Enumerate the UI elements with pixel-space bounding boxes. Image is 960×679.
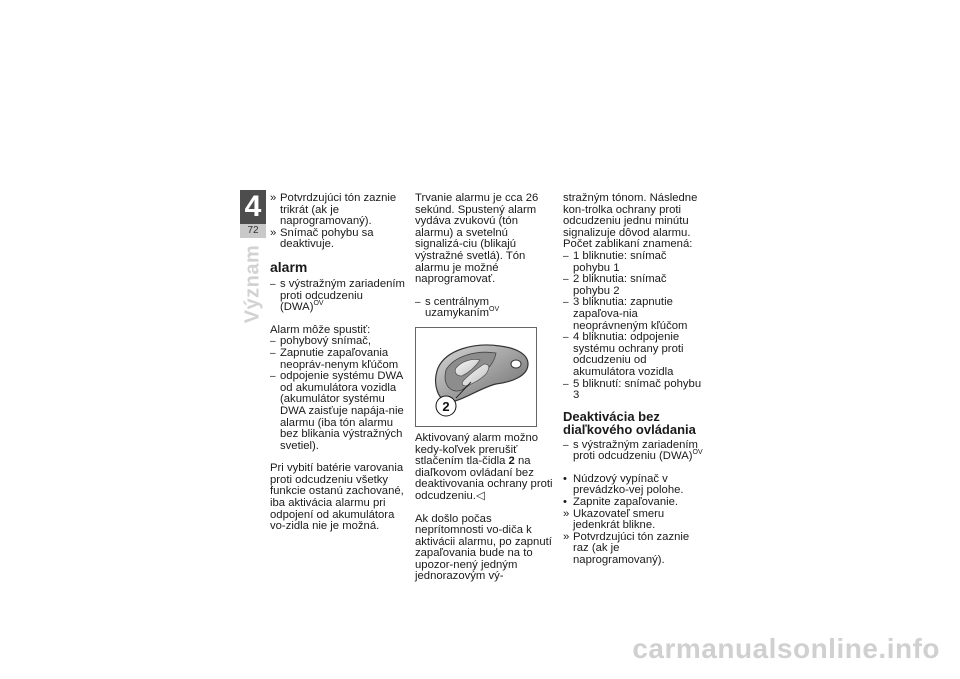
- result-text: Ukazovateľ smeru jedenkrát blikne.: [573, 507, 665, 532]
- trigger-text: odpojenie systému DWA od akumulátora vozidla (akumulátor systému DWA zaisťuje napája-nie alarmu (iba tón alarmu bez blikania výstražných svetiel).: [280, 370, 404, 452]
- watermark: carmanualsonline.info: [632, 633, 940, 664]
- arrow-marker: »: [270, 192, 277, 204]
- blink-text: 5 bliknutí: snímač pohybu 3: [573, 377, 702, 402]
- chapter-number: 4: [240, 190, 266, 224]
- battery-note: Pri vybití batérie varovania proti odcudzeniu všetky funkcie ostanú zachované, iba aktivácia alarmu pri odpojení od akumulátora vo-zidla nie je možná.: [270, 462, 404, 533]
- column-1: [270, 193, 408, 533]
- blink-item: [563, 274, 703, 297]
- heading-line-2: diaľkového ovládania: [563, 422, 696, 438]
- active-text-pre: Aktivovaný alarm možno kedy-koľvek prerušiť stlačením tla-čidla: [415, 431, 539, 468]
- dash-marker: –: [563, 297, 569, 309]
- arrow-marker: »: [563, 530, 570, 543]
- result-item: [563, 532, 703, 567]
- chapter-title: [238, 242, 268, 326]
- result-item: [270, 193, 408, 228]
- blink-count-intro: Počet zablikaní znamená:: [563, 238, 693, 251]
- result-text: Potvrdzujúci tón zaznie trikrát (ak je naprogramovaný).: [280, 192, 397, 228]
- blink-item: [563, 251, 703, 274]
- blink-text: 2 bliknutia: snímač pohybu 2: [573, 273, 667, 297]
- blink-item: [563, 297, 703, 332]
- trigger-item: [270, 348, 408, 371]
- absence-note: Ak došlo počas neprítomnosti vo-diča k aktivácii alarmu, po zapnutí zapaľovania bude na to upozor-nený jedným jednorazovým vý-: [415, 512, 552, 583]
- step-text: Núdzový vypínač v prevádzko-vej polohe.: [573, 472, 684, 497]
- alarm-duration-text: Trvanie alarmu je cca 26 sekúnd. Spustený alarm vydáva zvukovú (tón alarmu) a svetelnú signalizá-ciu (blikajú výstražné svetlá). Tón alarmu je možné naprogramovať.: [415, 192, 539, 286]
- step-item: [563, 474, 703, 497]
- trigger-intro: Alarm môže spustiť:: [270, 323, 371, 336]
- dash-marker: –: [270, 336, 276, 348]
- column-2: [415, 193, 554, 583]
- chapter-title-text: Význam: [241, 244, 264, 324]
- section-heading-alarm: alarm: [270, 258, 308, 275]
- key-fob-illustration: [416, 328, 536, 426]
- dash-marker: –: [563, 439, 569, 451]
- dash-marker: –: [415, 296, 421, 308]
- trigger-text: Zapnutie zapaľovania neopráv-nenym kľúčom: [280, 346, 399, 371]
- result-item: [270, 228, 408, 251]
- end-mark-icon: ◁: [475, 489, 485, 502]
- blink-text: 1 bliknutie: snímač pohybu 1: [573, 249, 667, 274]
- dash-marker: –: [563, 378, 569, 390]
- dash-marker: –: [270, 278, 276, 290]
- condition-text: s centrálnym uzamykaním: [425, 295, 490, 320]
- blink-item: [563, 379, 703, 402]
- blink-text: 4 bliknutia: odpojenie systému ochrany proti odcudzeniu od akumulátora vozidla: [573, 331, 684, 378]
- equipment-condition: [270, 279, 408, 314]
- dash-marker: –: [563, 274, 569, 286]
- key-fob-figure: [415, 327, 537, 427]
- dash-marker: –: [563, 332, 569, 344]
- button-number: 2: [508, 455, 515, 468]
- dash-marker: –: [270, 371, 276, 383]
- trigger-item: [270, 371, 408, 452]
- bullet-marker: •: [563, 496, 567, 509]
- key-ring-hole: [511, 360, 521, 368]
- page-number: 72: [240, 224, 266, 238]
- condition-text: s výstražným zariadením proti odcudzeniu (DWA): [280, 277, 405, 314]
- result-item: [563, 509, 703, 532]
- ov-label: OV: [313, 300, 324, 308]
- bullet-marker: •: [563, 472, 567, 485]
- column-3: [563, 193, 703, 567]
- chapter-tab: [240, 190, 266, 238]
- dash-marker: –: [563, 250, 569, 262]
- heading-line-1: Deaktivácia bez: [563, 408, 660, 424]
- ov-label: OV: [489, 306, 500, 314]
- condition-text: s výstražným zariadením proti odcudzeniu (DWA): [573, 438, 698, 463]
- equipment-condition: [415, 297, 554, 320]
- result-text: Potvrdzujúci tón zaznie raz (ak je naprogramovaný).: [573, 530, 690, 567]
- continued-text: stražným tónom. Následne kon-trolka ochrany proti odcudzeniu jednu minútu signalizuje dôvod alarmu.: [563, 192, 698, 239]
- callout-label: 2: [442, 398, 450, 414]
- blink-text: 3 bliknutia: zapnutie zapaľova-nia neoprávneným kľúčom: [573, 296, 688, 332]
- equipment-condition: [563, 440, 703, 463]
- arrow-marker: »: [563, 507, 570, 520]
- trigger-text: pohybový snímač,: [280, 335, 372, 348]
- arrow-marker: »: [270, 226, 277, 239]
- ov-label: OV: [692, 449, 703, 457]
- active-alarm-text: [415, 433, 554, 503]
- step-text: Zapnite zapaľovanie.: [573, 496, 679, 509]
- dash-marker: –: [270, 347, 276, 359]
- section-heading-deactivation: [563, 410, 703, 437]
- active-text-post: na diaľkovom ovládaní bez deaktivovania ochrany proti odcudzeniu.: [415, 455, 553, 502]
- blink-item: [563, 332, 703, 378]
- result-text: Snímač pohybu sa deaktivuje.: [280, 226, 374, 251]
